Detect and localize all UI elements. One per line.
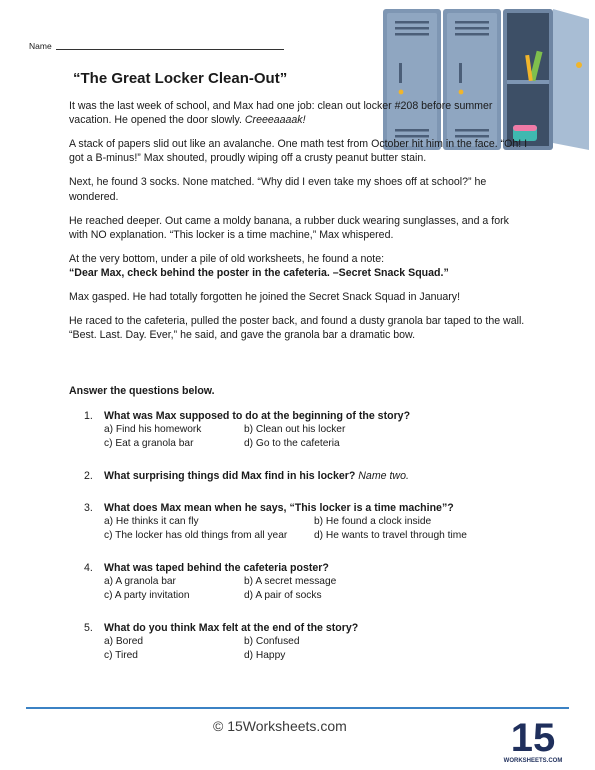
site-logo [503,713,563,765]
story-text [69,99,529,352]
name-label: Name [29,41,52,51]
question-number: 2. [84,470,93,482]
story-sound-effect: Creeeaaaak! [244,114,306,127]
question-text: What was Max supposed to do at the beginning of the story? [104,410,411,422]
answer-option[interactable]: b) He found a clock inside [314,516,432,527]
answer-options [104,635,514,662]
question-text: What was taped behind the cafeteria poster? [104,562,329,574]
question-4 [84,562,514,602]
story-paragraph: Next, he found 3 socks. None matched. “Why did I even take my shoes off at school?” he wondered. [69,176,487,203]
footer-divider [26,707,569,709]
answer-options [104,515,514,542]
question-number: 4. [84,562,93,574]
question-text: What do you think Max felt at the end of the story? [104,622,359,634]
answer-options [104,575,514,602]
question-text: What surprising things did Max find in his locker? [104,470,356,482]
story-paragraph-text: At the very bottom, under a pile of old worksheets, he found a note: [69,252,385,265]
answer-option[interactable]: a) Find his homework [104,424,202,435]
answer-option[interactable]: c) A party invitation [104,589,190,601]
answer-option[interactable]: c) The locker has old things from all year [104,529,288,541]
logo-caption: WORKSHEETS.COM [503,758,563,764]
answer-option[interactable]: d) A pair of socks [244,589,322,601]
answer-options [104,423,410,450]
answer-option[interactable]: c) Eat a granola bar [104,437,194,449]
answer-option[interactable]: a) A granola bar [104,576,176,587]
question-number: 3. [84,502,93,514]
answer-option[interactable]: a) He thinks it can fly [104,516,199,527]
footer-copyright: © 15Worksheets.com [213,718,347,734]
question-text: What does Max mean when he says, “This locker is a time machine”? [104,502,454,514]
story-paragraph [69,99,529,127]
answer-option[interactable]: b) A secret message [244,576,337,587]
instructions: Answer the questions below. [69,385,215,397]
story-note: “Dear Max, check behind the poster in the cafeteria. –Secret Snack Squad.” [69,267,449,280]
logo-number: 15 [510,716,556,760]
question-number: 1. [84,410,93,422]
question-number: 5. [84,622,93,634]
story-paragraph: He reached deeper. Out came a moldy banana, a rubber duck wearing sunglasses, and a fork with NO explanation. “This locker is a time machine,” Max whispered. [69,214,509,241]
question-5 [84,622,514,662]
answer-option[interactable]: c) Tired [104,649,138,661]
story-paragraph [69,252,529,280]
name-blank-line [56,49,284,50]
question-1 [84,410,410,450]
answer-option[interactable]: d) Happy [244,649,286,661]
answer-option[interactable]: d) Go to the cafeteria [244,437,340,449]
question-3 [84,502,514,542]
name-field [29,41,284,51]
story-paragraph: He raced to the cafeteria, pulled the poster back, and found a dusty granola bar taped to the wall. “Best. Last. Day. Ever,” he said, and gave the granola bar a dramatic bow. [69,315,525,342]
answer-option[interactable]: a) Bored [104,636,144,647]
answer-option[interactable]: b) Confused [244,636,300,647]
question-2 [84,470,514,483]
answer-option[interactable]: d) He wants to travel through time [314,529,467,541]
story-paragraph-text: It was the last week of school, and Max had one job: clean out locker #208 before summer vacation. He opened the door slowly. [69,100,493,127]
story-paragraph: Max gasped. He had totally forgotten he joined the Secret Snack Squad in January! [69,291,461,304]
answer-option[interactable]: b) Clean out his locker [244,424,346,435]
story-paragraph: A stack of papers slid out like an avalanche. One math test from October hit him in the face. “Oh! I got a B-minus!” Max shouted, proudly wiping off a crusty peanut butter stain. [69,138,528,165]
worksheet-title: “The Great Locker Clean-Out” [73,70,288,87]
question-hint: Name two. [358,470,409,482]
